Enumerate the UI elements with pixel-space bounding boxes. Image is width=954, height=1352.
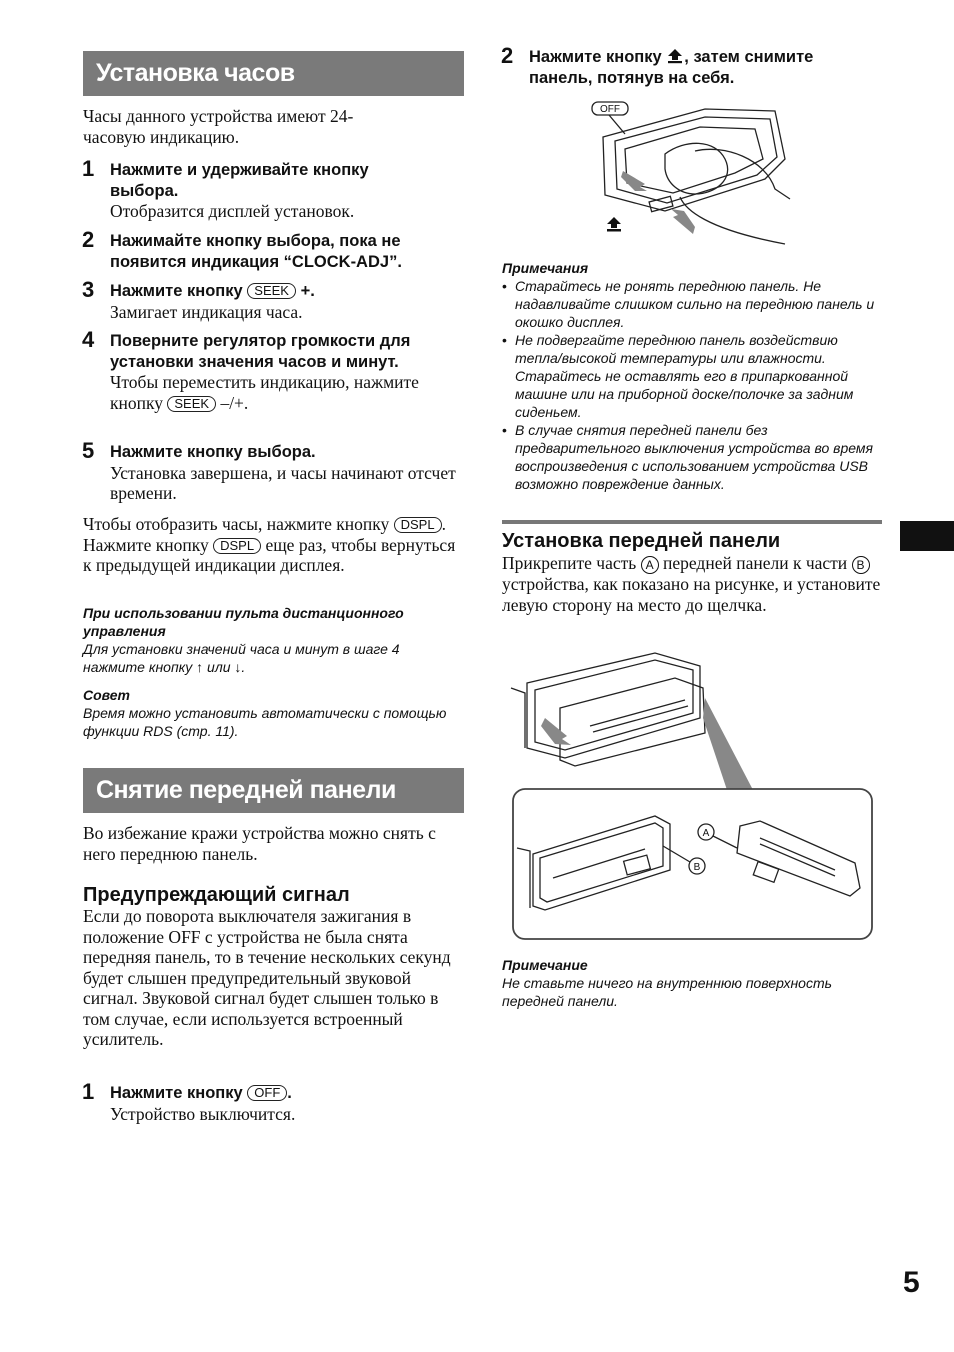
- zoom-frame: [513, 789, 872, 939]
- release-icon: [607, 217, 621, 232]
- dspl-key: DSPL: [213, 538, 261, 554]
- section-divider: [502, 520, 882, 524]
- note-item: • Старайтесь не ронять переднюю панель. Не надавливайте слишком сильно на переднюю панель и окошко дисплея.: [502, 277, 887, 331]
- attach-heading: Установка передней панели: [502, 530, 781, 552]
- section-tab-marker: [900, 521, 954, 551]
- off-label: OFF: [600, 104, 620, 115]
- clock-step-4: 4 Поверните регулятор громкости для установки значения часов и минут. Чтобы переместить индикацию, нажмите кнопку SEEK –/+.: [82, 327, 419, 413]
- marker-a: A: [641, 556, 659, 574]
- remove-intro: Во избежание кражи устройства можно снять с него переднюю панель.: [83, 823, 436, 864]
- arrow-icon: [671, 209, 695, 234]
- arrow-icon: [541, 718, 571, 745]
- final-note: Примечание Не ставьте ничего на внутреннюю поверхность передней панели.: [502, 957, 832, 1009]
- arrow-up-icon: ↑: [196, 659, 204, 675]
- seek-key: SEEK: [247, 283, 296, 299]
- warning-heading: Предупреждающий сигнал: [83, 884, 350, 906]
- remote-note: При использовании пульта дистанционного управления Для установки значений часа и минут в шаге 4 нажмите кнопку ↑ или ↓.: [83, 605, 404, 675]
- notes-block: Примечания • Старайтесь не ронять переднюю панель. Не надавливайте слишком сильно на переднюю панель и окошко дисплея. • Не подвергайте переднюю панель воздействию тепла/высокой температуры или влажности. Старайтесь не оставлять его в припаркованной машине или на приборной доске/полочке за задним сиденьем. • В случае снятия передней панели без предварительного выключения устройства во время воспроизведения с использованием устройства USB возможно повреждение данных.: [502, 259, 887, 493]
- clock-intro: Часы данного устройства имеют 24-часовую индикацию.: [83, 106, 354, 147]
- remove-step-2: 2 Нажмите кнопку , затем снимите панель, потянув на себя.: [501, 43, 814, 87]
- release-icon: [666, 48, 684, 64]
- clock-step-1: 1 Нажмите и удерживайте кнопку выбора. Отобразится дисплей установок.: [82, 156, 369, 221]
- clock-step-5: 5 Нажмите кнопку выбора. Установка завершена, и часы начинают отсчет времени.: [82, 438, 456, 503]
- note-item: • Не подвергайте переднюю панель воздействию тепла/высокой температуры или влажности. Старайтесь не оставлять его в припаркованной машине или на приборной доске/полочке за задним сиденьем.: [502, 331, 883, 421]
- section-title: Установка часов: [96, 59, 295, 87]
- marker-b-label: B: [693, 862, 701, 873]
- note-item: • В случае снятия передней панели без предварительного выключения устройства во время воспроизведения с использованием устройства USB возможно повреждение данных.: [502, 421, 887, 493]
- section-title: Снятие передней панели: [96, 776, 396, 804]
- section-banner-clock: [83, 51, 464, 96]
- warning-text: Если до поворота выключателя зажигания в положение OFF с устройства не была снята передняя панель, то в течение нескольких секунд будет слышен предупредительный звуковой сигнал. Звуковой сигнал будет слышен только в том случае, если используется встроенный усилитель.: [83, 906, 451, 1049]
- attach-text: Прикрепите часть A передней панели к части B устройства, как показано на рисунке, и установите левую сторону на место до щелчка.: [502, 553, 881, 615]
- remove-step-1: 1 Нажмите кнопку OFF . Устройство выключится.: [82, 1079, 296, 1124]
- section-banner-remove: [83, 768, 464, 813]
- tip-note: Совет Время можно установить автоматически с помощью функции RDS (стр. 11).: [83, 687, 447, 739]
- marker-a-label: A: [702, 828, 710, 839]
- seek-key: SEEK: [167, 396, 216, 412]
- clock-step-3: 3 Нажмите кнопку SEEK +. Замигает индикация часа.: [82, 277, 315, 322]
- marker-b: B: [852, 556, 870, 574]
- attach-panel-illustration: [505, 648, 877, 944]
- callout-wedge: [703, 698, 753, 790]
- arrow-down-icon: ↓: [234, 659, 242, 675]
- clock-step-2: 2 Нажимайте кнопку выбора, пока не появится индикация “CLOCK-ADJ”.: [82, 227, 402, 271]
- page-number: 5: [903, 1266, 920, 1299]
- dspl-key: DSPL: [394, 517, 442, 533]
- arrow-icon: [621, 171, 647, 191]
- off-key: OFF: [247, 1085, 287, 1101]
- remove-panel-illustration: [585, 99, 795, 249]
- dspl-paragraph: Чтобы отобразить часы, нажмите кнопку DSPL . Нажмите кнопку DSPL еще раз, чтобы вернуться к предыдущей индикации дисплея.: [83, 514, 456, 575]
